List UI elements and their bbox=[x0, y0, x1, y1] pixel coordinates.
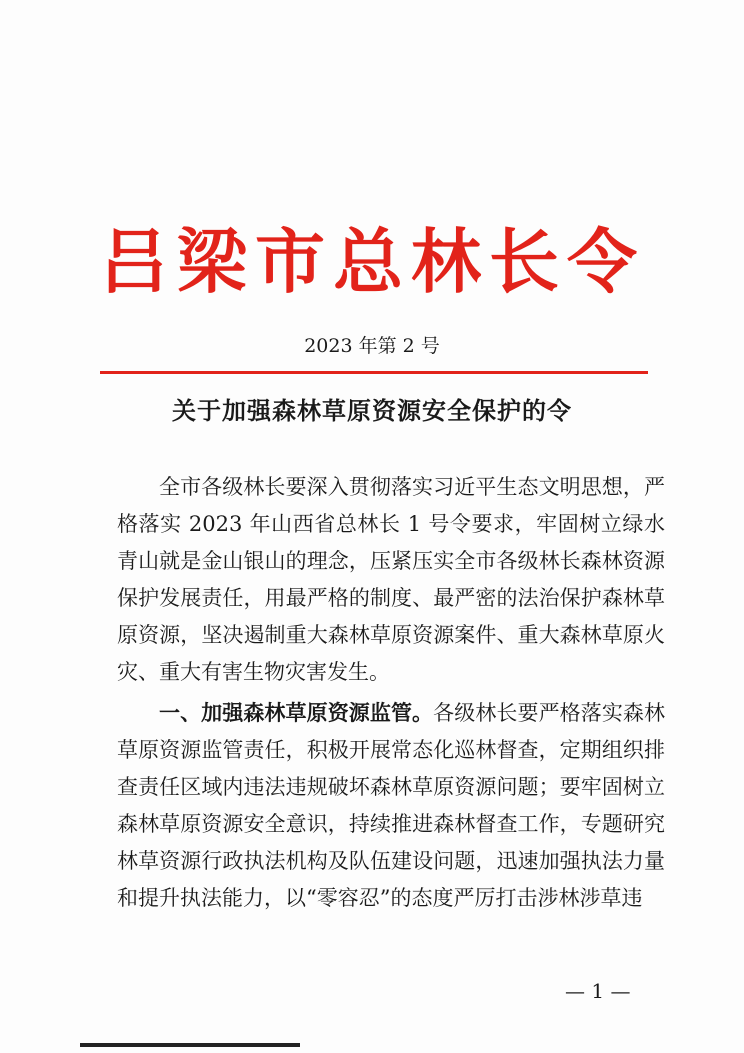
paragraph bbox=[117, 694, 665, 917]
paragraph-text: 全市各级林长要深入贯彻落实习近平生态文明思想，严格落实 2023 年山西省总林长 1 号令要求，牢固树立绿水青山就是金山银山的理念，压紧压实全市各级林长森林资源保护发展责任，用最严格的制度、最严密的法治保护森林草原资源，坚决遏制重大森林草原资源案件、重大森林草原火灾、重大有害生物灾害发生。 bbox=[117, 475, 665, 684]
masthead: 吕梁市总林长令 bbox=[99, 220, 645, 303]
document-title: 关于加强森林草原资源安全保护的令 bbox=[172, 396, 572, 425]
scan-edge-mark bbox=[80, 1043, 300, 1047]
page-number: — 1 — bbox=[565, 979, 631, 1003]
paragraph bbox=[117, 469, 665, 691]
document-number: 2023 年第 2 号 bbox=[304, 335, 440, 357]
section-heading: 一、加强森林草原资源监管。 bbox=[159, 700, 434, 725]
red-divider bbox=[100, 371, 648, 374]
paragraph-text: 各级林长要严格落实森林草原资源监管责任，积极开展常态化巡林督查，定期组织排查责任区域内违法违规破坏森林草原资源问题；要牢固树立森林草原资源安全意识，持续推进森林督查工作，专题研究林草资源行政执法机构及队伍建设问题，迅速加强执法力量和提升执法能力，以“零容忍”的态度严厉打击涉林涉草违 bbox=[117, 701, 666, 910]
document-body bbox=[117, 469, 665, 920]
